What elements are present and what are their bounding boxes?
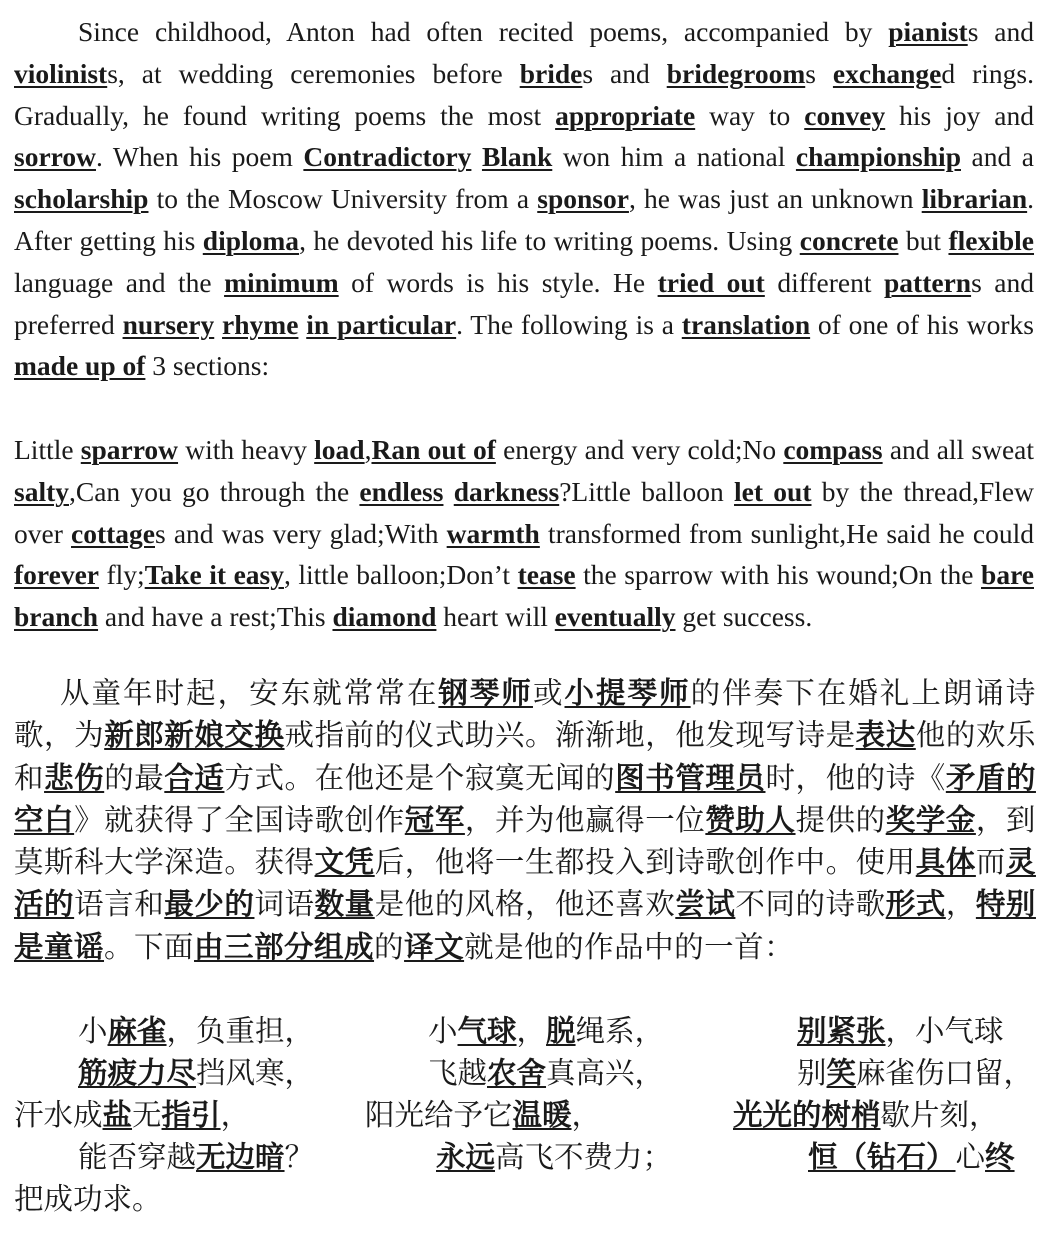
vocabulary-keyword: bride xyxy=(519,57,583,89)
text-segment: 从童年时起，安东就常常在 xyxy=(60,676,439,710)
text-segment: of words is his style. He xyxy=(338,266,658,298)
vocabulary-keyword: 麻雀 xyxy=(107,1014,167,1048)
text-segment: 时，他的诗《 xyxy=(765,760,946,795)
poem-line xyxy=(733,1092,999,1134)
text-segment: way to xyxy=(695,99,805,131)
text-segment: 把成功求。 xyxy=(14,1182,162,1216)
text-segment xyxy=(443,476,453,507)
text-segment: 后，他将一生都投入到诗歌创作中。使用 xyxy=(374,845,916,880)
text-segment: 无 xyxy=(132,1098,162,1132)
text-segment: fly; xyxy=(98,559,145,591)
text-segment: 戒指前的仪式助兴。渐渐地，他发现写诗是 xyxy=(284,718,856,753)
text-segment: ，小气球 xyxy=(885,1014,1004,1048)
text-segment: s and was very glad;With xyxy=(155,517,447,549)
text-segment: heart will xyxy=(436,601,555,633)
vocabulary-keyword: 光光的树梢 xyxy=(733,1098,881,1132)
text-segment: ， xyxy=(571,1098,602,1132)
text-segment: to the Moscow University from a xyxy=(148,183,538,215)
text-segment: 心 xyxy=(955,1140,986,1174)
text-segment: 或 xyxy=(532,676,565,710)
vocabulary-keyword: diploma xyxy=(202,224,300,256)
vocabulary-keyword: 合适 xyxy=(164,760,225,795)
vocabulary-keyword: pianist xyxy=(888,16,968,47)
text-segment: 歇片刻， xyxy=(880,1098,999,1132)
text-segment: ？ xyxy=(284,1140,315,1174)
text-segment: 小 xyxy=(428,1014,458,1048)
vocabulary-keyword: appropriate xyxy=(555,99,696,131)
vocabulary-keyword: forever xyxy=(14,559,99,591)
vocabulary-keyword: 特别是童谣 xyxy=(14,887,1036,964)
vocabulary-keyword: minimum xyxy=(224,266,339,298)
vocabulary-keyword: rhyme xyxy=(222,308,299,340)
poem-line xyxy=(797,1050,1033,1092)
vocabulary-keyword: 农舍 xyxy=(487,1056,547,1090)
vocabulary-keyword: 盐 xyxy=(102,1098,133,1132)
poem-line xyxy=(78,1008,314,1050)
vocabulary-keyword: 矛盾的空白 xyxy=(14,760,1036,837)
text-segment: 词语 xyxy=(254,887,315,922)
vocabulary-keyword: flexible xyxy=(948,224,1035,256)
text-segment: 能否穿越 xyxy=(78,1140,197,1174)
vocabulary-keyword: endless xyxy=(359,475,444,507)
text-segment: 3 sections: xyxy=(145,350,270,382)
text-segment: 的 xyxy=(374,929,405,964)
vocabulary-keyword: 文凭 xyxy=(314,845,375,880)
text-segment: the sparrow with his wound;On the xyxy=(575,559,982,591)
vocabulary-keyword: 脱 xyxy=(546,1014,576,1048)
vocabulary-keyword: warmth xyxy=(446,517,540,549)
text-segment: 语言和 xyxy=(74,887,165,922)
vocabulary-keyword: diamond xyxy=(332,601,437,633)
poem-line xyxy=(78,1050,314,1092)
vocabulary-keyword: 冠军 xyxy=(404,802,465,837)
text-segment: 挡风寒， xyxy=(196,1056,315,1090)
vocabulary-keyword: concrete xyxy=(799,224,899,256)
vocabulary-keyword: convey xyxy=(804,99,886,131)
vocabulary-keyword: compass xyxy=(783,434,883,465)
text-segment: 的伴奏下在婚礼上朗诵诗歌，为 xyxy=(14,676,1036,753)
text-segment: 小 xyxy=(78,1014,108,1048)
text-segment: with heavy xyxy=(178,434,315,465)
vocabulary-keyword: 灵活的 xyxy=(14,845,1036,922)
text-segment: 他的欢乐和 xyxy=(14,718,1036,795)
text-segment: ， xyxy=(220,1098,251,1132)
vocabulary-keyword: 悲伤 xyxy=(44,760,105,795)
text-segment: ?Little balloon xyxy=(559,475,735,507)
text-segment: 的最 xyxy=(104,760,165,795)
vocabulary-keyword: bridegroom xyxy=(666,57,806,89)
vocabulary-keyword: sparrow xyxy=(80,434,179,465)
text-segment: different xyxy=(764,266,884,298)
text-segment: 别 xyxy=(797,1056,827,1090)
vocabulary-keyword: Take it easy xyxy=(144,559,284,591)
vocabulary-keyword: tried out xyxy=(657,266,765,298)
text-segment: and have a rest;This xyxy=(98,601,333,633)
poem-line xyxy=(14,1176,162,1218)
text-segment: s, at wedding ceremonies before xyxy=(107,57,520,89)
text-segment: s xyxy=(805,57,833,89)
english-poem-translation xyxy=(14,429,1034,638)
vocabulary-keyword: 温暖 xyxy=(512,1098,572,1132)
text-segment: 而 xyxy=(975,845,1006,880)
vocabulary-keyword: let out xyxy=(734,475,812,507)
text-segment: s and xyxy=(582,57,667,89)
text-segment: 不同的诗歌 xyxy=(735,887,886,922)
text-segment: get success. xyxy=(675,601,813,633)
vocabulary-keyword: cottage xyxy=(71,517,155,549)
text-segment: Since childhood, Anton had often recited poems, accompanied by xyxy=(78,16,889,47)
vocabulary-keyword: 最少的 xyxy=(164,887,255,922)
vocabulary-keyword: nursery xyxy=(122,308,215,340)
text-segment: 真高兴， xyxy=(546,1056,665,1090)
vocabulary-keyword: 永远 xyxy=(436,1140,496,1174)
vocabulary-keyword: 由三部分组成 xyxy=(194,929,375,964)
vocabulary-keyword: 形式 xyxy=(885,887,946,922)
vocabulary-keyword: in particular xyxy=(306,308,457,340)
vocabulary-keyword: championship xyxy=(795,141,961,173)
vocabulary-keyword: 终 xyxy=(985,1140,1015,1174)
text-segment: won him a national xyxy=(552,141,796,173)
text-segment: and a xyxy=(961,141,1034,173)
vocabulary-keyword: branch xyxy=(14,601,99,633)
text-segment: d rings. Gradually, he found writing poems the most xyxy=(14,57,1034,131)
vocabulary-keyword: Contradictory xyxy=(303,141,472,173)
vocabulary-keyword: pattern xyxy=(884,266,972,298)
vocabulary-keyword: 无边暗 xyxy=(196,1140,285,1174)
vocabulary-keyword: violinist xyxy=(14,57,108,89)
vocabulary-keyword: 译文 xyxy=(404,929,465,964)
text-segment: ，负重担， xyxy=(166,1014,315,1048)
text-segment: ，到莫斯科大学深造。获得 xyxy=(14,802,1036,880)
text-segment: 提供的 xyxy=(795,802,886,837)
text-segment: his joy and xyxy=(885,99,1034,131)
vocabulary-keyword: 小提琴师 xyxy=(564,676,691,710)
vocabulary-keyword: load xyxy=(314,434,365,465)
text-segment: , xyxy=(364,434,372,465)
text-segment: 高飞不费力； xyxy=(495,1140,673,1174)
text-segment: 麻雀伤口留， xyxy=(856,1056,1034,1090)
vocabulary-keyword: eventually xyxy=(554,601,676,633)
text-segment: . When his poem xyxy=(95,141,304,173)
text-segment: . After getting his xyxy=(14,183,1034,256)
vocabulary-keyword: scholarship xyxy=(14,183,149,215)
text-segment: by the thread,Flew over xyxy=(14,475,1034,549)
text-segment: 就是他的作品中的一首： xyxy=(464,929,795,964)
poem-line xyxy=(428,1008,664,1050)
poem-line xyxy=(797,1008,1004,1050)
vocabulary-keyword: darkness xyxy=(453,475,560,507)
text-segment: , he was just an unknown xyxy=(628,183,922,215)
vocabulary-keyword: 尝试 xyxy=(675,887,736,922)
vocabulary-keyword: 表达 xyxy=(855,718,916,753)
text-segment xyxy=(471,141,482,172)
vocabulary-keyword: sorrow xyxy=(14,141,96,173)
text-segment: ,Can you go through the xyxy=(69,475,360,507)
text-segment: , little balloon;Don’t xyxy=(283,559,518,591)
vocabulary-keyword: 气球 xyxy=(457,1014,517,1048)
text-segment: ， xyxy=(945,887,976,922)
poem-line xyxy=(14,1092,250,1134)
vocabulary-keyword: 恒（钻石） xyxy=(808,1140,956,1174)
text-segment: 绳系， xyxy=(575,1014,665,1048)
vocabulary-keyword: 筋疲力尽 xyxy=(78,1056,197,1090)
text-segment: ，并为他赢得一位 xyxy=(464,802,706,837)
vocabulary-keyword: Ran out of xyxy=(371,434,496,465)
vocabulary-keyword: 别紧张 xyxy=(797,1014,886,1048)
text-segment: 阳光给予它 xyxy=(365,1098,513,1132)
poem-line xyxy=(436,1134,672,1176)
text-segment: but xyxy=(898,224,949,256)
english-paragraph-intro xyxy=(14,11,1034,387)
vocabulary-keyword: 数量 xyxy=(314,887,375,922)
text-segment: , he devoted his life to writing poems. Using xyxy=(299,224,800,256)
vocabulary-keyword: tease xyxy=(517,559,576,591)
text-segment: 方式。在他还是个寂寞无闻的 xyxy=(224,760,616,795)
vocabulary-keyword: sponsor xyxy=(537,183,629,215)
text-segment: of one of his works xyxy=(810,308,1034,340)
chinese-paragraph xyxy=(14,672,1036,968)
text-segment: 。下面 xyxy=(104,929,195,964)
vocabulary-keyword: 赞助人 xyxy=(705,802,796,837)
text-segment: Little xyxy=(14,434,81,465)
text-segment: 飞越 xyxy=(428,1056,488,1090)
vocabulary-keyword: Blank xyxy=(481,141,553,173)
text-segment xyxy=(214,309,222,340)
text-segment: 是他的风格，他还喜欢 xyxy=(374,887,676,922)
vocabulary-keyword: 新郎新娘交换 xyxy=(104,718,285,753)
poem-line xyxy=(808,1134,1015,1176)
vocabulary-keyword: 钢琴师 xyxy=(438,676,533,710)
text-segment: energy and very cold;No xyxy=(495,434,784,465)
poem-line xyxy=(428,1050,664,1092)
vocabulary-keyword: bare xyxy=(981,559,1034,591)
text-segment: . The following is a xyxy=(456,308,682,340)
text-segment: 》就获得了全国诗歌创作 xyxy=(74,802,405,837)
text-segment: and all sweat xyxy=(882,434,1034,465)
vocabulary-keyword: 具体 xyxy=(915,845,976,880)
text-segment: language and the xyxy=(14,266,225,298)
vocabulary-keyword: 笑 xyxy=(826,1056,857,1090)
poem-line xyxy=(365,1092,601,1134)
text-segment: s and xyxy=(967,16,1034,47)
poem-line xyxy=(78,1134,314,1176)
vocabulary-keyword: librarian xyxy=(921,183,1028,215)
text-segment: ， xyxy=(516,1014,547,1048)
vocabulary-keyword: 奖学金 xyxy=(885,802,976,837)
text-segment: transformed from sunlight,He said he could xyxy=(539,517,1034,549)
text-segment: s and preferred xyxy=(14,266,1034,340)
vocabulary-keyword: exchange xyxy=(832,57,942,89)
text-segment: 汗水成 xyxy=(14,1098,103,1132)
vocabulary-keyword: 图书管理员 xyxy=(615,760,766,795)
vocabulary-keyword: translation xyxy=(681,308,811,340)
vocabulary-keyword: salty xyxy=(14,475,69,507)
vocabulary-keyword: made up of xyxy=(14,350,146,382)
vocabulary-keyword: 指引 xyxy=(161,1098,221,1132)
